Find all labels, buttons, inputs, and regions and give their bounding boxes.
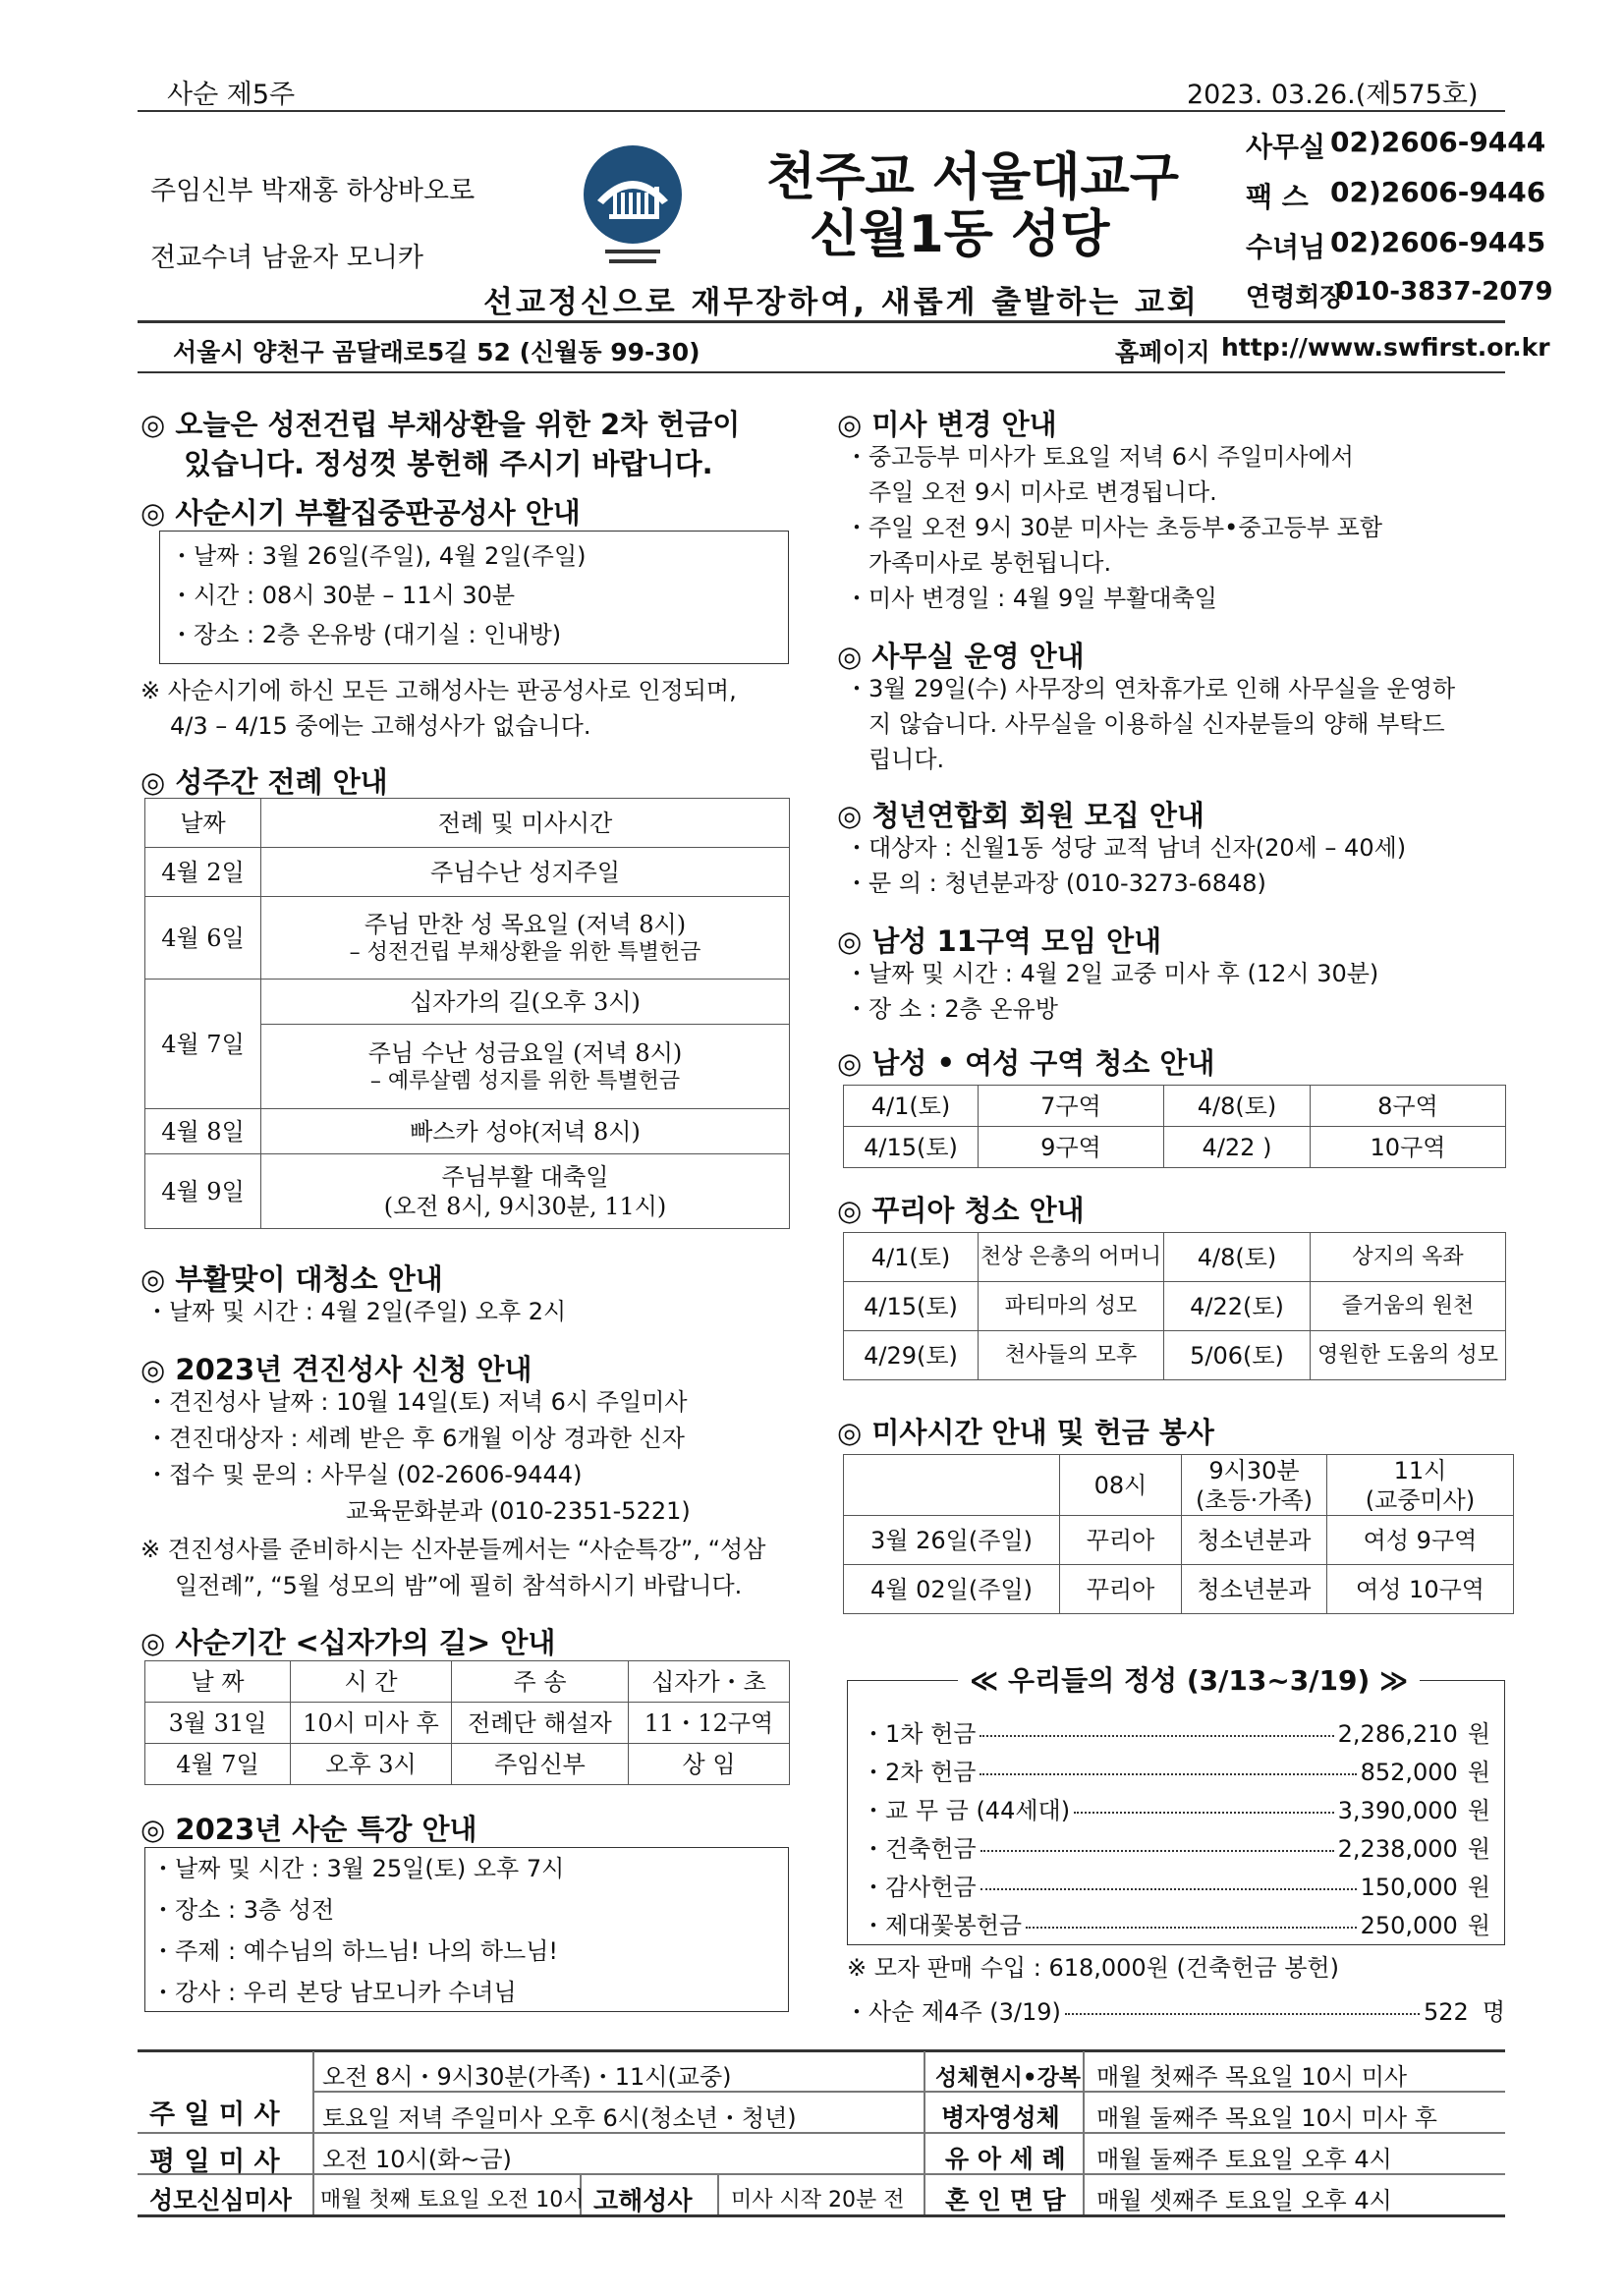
contact-funeral-label: 연령회장 bbox=[1246, 283, 1345, 312]
mass-offering-head-11 bbox=[1327, 1455, 1514, 1516]
week-label: 사순 제5주 bbox=[167, 80, 296, 110]
table-row bbox=[145, 897, 790, 980]
table-row bbox=[145, 980, 790, 1025]
dotted-leader bbox=[1074, 1812, 1334, 1814]
offering-unit: 원 bbox=[1467, 1912, 1490, 1939]
attendance-line bbox=[845, 1992, 1505, 2027]
holyweek-liturgy: 주님수난 성지주일 bbox=[261, 848, 790, 897]
men11-item: ・날짜 및 시간 : 4월 2일 교중 미사 후 (12시 30분) bbox=[845, 960, 1379, 987]
confession-label: 고해성사 bbox=[593, 2187, 693, 2216]
office-item: 립니다. bbox=[868, 746, 945, 773]
curia-clean-cell: 4/1(토) bbox=[844, 1233, 979, 1282]
marriage-interview: 매월 셋째주 토요일 오후 4시 bbox=[1096, 2187, 1392, 2214]
offering-label: ・1차 헌금 bbox=[862, 1720, 977, 1748]
dotted-leader bbox=[980, 1888, 1357, 1890]
offering-amount: 852,000 bbox=[1360, 1759, 1458, 1786]
holyweek-liturgy: 빠스카 성야(저녁 8시) bbox=[261, 1109, 790, 1154]
cleanup-title-text: 부활맞이 대청소 안내 bbox=[175, 1262, 443, 1296]
dotted-leader bbox=[1026, 1927, 1356, 1929]
table-row bbox=[844, 1516, 1514, 1565]
offering-row bbox=[862, 1829, 1490, 1868]
mass-offering-cell: 꾸리아 bbox=[1060, 1565, 1182, 1614]
holyweek-liturgy-line: (오전 8시, 9시30분, 11시) bbox=[383, 1192, 667, 1220]
church-logo-icon bbox=[578, 143, 688, 271]
stations-title-text: 사순기간 <십자가의 길> 안내 bbox=[175, 1626, 556, 1659]
confirmation-title: ◎ 2023년 견진성사 신청 안내 bbox=[140, 1353, 532, 1386]
attendance-row bbox=[845, 1992, 1505, 2026]
offering-label: ・건축헌금 bbox=[862, 1835, 977, 1863]
contact-fax-label: 팩 스 bbox=[1246, 181, 1309, 213]
mass-offering-cell: 3월 26일(주일) bbox=[844, 1516, 1060, 1565]
district-clean-title-text: 남성 • 여성 구역 청소 안내 bbox=[871, 1046, 1215, 1080]
dotted-leader bbox=[980, 1850, 1334, 1852]
curia-clean-cell: 파티마의 성모 bbox=[979, 1282, 1164, 1331]
district-clean-cell: 7구역 bbox=[979, 1086, 1164, 1127]
confession-note-2: 4/3 – 4/15 중에는 고해성사가 없습니다. bbox=[170, 712, 591, 740]
mass-offering-cell: 여성 10구역 bbox=[1327, 1565, 1514, 1614]
men11-title: ◎ 남성 11구역 모임 안내 bbox=[837, 924, 1162, 958]
offering-amount: 2,238,000 bbox=[1337, 1835, 1458, 1863]
confirmation-item: ・견진성사 날짜 : 10월 14일(토) 저녁 6시 주일미사 bbox=[145, 1388, 688, 1416]
mass-offering-cell: 청소년분과 bbox=[1182, 1516, 1327, 1565]
dotted-leader bbox=[980, 1773, 1356, 1775]
stations-head-date: 날 짜 bbox=[145, 1661, 291, 1703]
lecture-title: ◎ 2023년 사순 특강 안내 bbox=[140, 1813, 477, 1846]
confession-note-1: ※ 사순시기에 하신 모든 고해성사는 판공성사로 인정되며, bbox=[140, 677, 737, 704]
mass-offering-head-930-time: 9시30분 bbox=[1208, 1456, 1300, 1484]
church-title-2: 신월1동 성당 bbox=[810, 205, 1110, 264]
offering-amount: 150,000 bbox=[1360, 1874, 1458, 1901]
mass-offering-title-text: 미사시간 안내 및 헌금 봉사 bbox=[871, 1416, 1214, 1449]
sunday-mass-1: 오전 8시・9시30분(가족)・11시(교중) bbox=[322, 2063, 732, 2091]
stations-head-leader: 주 송 bbox=[452, 1661, 629, 1703]
table-row bbox=[145, 848, 790, 897]
sick-communion: 매월 둘째주 목요일 10시 미사 후 bbox=[1096, 2104, 1437, 2132]
stations-cell: 4월 7일 bbox=[145, 1744, 291, 1785]
holyweek-liturgy bbox=[261, 1154, 790, 1229]
curia-clean-title: ◎ 꾸리아 청소 안내 bbox=[837, 1194, 1085, 1227]
confirmation-title-text: 2023년 견진성사 신청 안내 bbox=[175, 1353, 532, 1386]
confession-time: ・시간 : 08시 30분 – 11시 30분 bbox=[170, 582, 516, 609]
table-row bbox=[145, 799, 790, 848]
holyweek-liturgy-note: – 성전건립 부채상환을 위한 특별헌금 bbox=[349, 939, 701, 965]
offering-label: ・제대꽃봉헌금 bbox=[862, 1912, 1023, 1939]
lecture-item: ・강사 : 우리 본당 남모니카 수녀님 bbox=[151, 1979, 517, 2006]
table-row bbox=[844, 1233, 1506, 1282]
intro-text-1: 오늘은 성전건립 부채상환을 위한 2차 헌금이 bbox=[175, 408, 741, 441]
cleanup-item: ・날짜 및 시간 : 4월 2일(주일) 오후 2시 bbox=[145, 1298, 567, 1325]
offering-amount: 3,390,000 bbox=[1337, 1797, 1458, 1824]
mass-change-title-text: 미사 변경 안내 bbox=[871, 408, 1057, 441]
table-row bbox=[145, 1703, 790, 1744]
curia-clean-cell: 영원한 도움의 성모 bbox=[1311, 1331, 1506, 1380]
holyweek-liturgy-line: 주님 만찬 성 목요일 (저녁 8시) bbox=[364, 910, 687, 938]
lecture-item: ・날짜 및 시간 : 3월 25일(토) 오후 7시 bbox=[151, 1855, 565, 1882]
mass-offering-head-930-note: (초등·가족) bbox=[1195, 1485, 1314, 1514]
offering-unit: 원 bbox=[1467, 1797, 1490, 1824]
address: 서울시 양천구 곰달래로5길 52 (신월동 99-30) bbox=[173, 338, 700, 366]
dotted-leader bbox=[1065, 2013, 1420, 2015]
holyweek-liturgy: 십자가의 길(오후 3시) bbox=[261, 980, 790, 1025]
mass-change-item: ・주일 오전 9시 30분 미사는 초등부•중고등부 포함 bbox=[845, 514, 1383, 541]
men11-title-text: 남성 11구역 모임 안내 bbox=[871, 924, 1162, 958]
contact-nun-value: 02)2606-9445 bbox=[1330, 226, 1546, 258]
mass-offering-title: ◎ 미사시간 안내 및 헌금 봉사 bbox=[837, 1416, 1214, 1449]
dotted-leader bbox=[980, 1735, 1333, 1737]
holyweek-date: 4월 8일 bbox=[145, 1109, 261, 1154]
district-clean-cell: 4/15(토) bbox=[844, 1127, 979, 1168]
marian-mass-label: 성모신심미사 bbox=[149, 2186, 292, 2214]
church-title-1: 천주교 서울대교구 bbox=[766, 148, 1179, 207]
nun-name: 전교수녀 남윤자 모니카 bbox=[150, 243, 423, 273]
offering-unit: 원 bbox=[1467, 1835, 1490, 1863]
intro-line-1: ◎ 오늘은 성전건립 부채상환을 위한 2차 헌금이 bbox=[140, 408, 741, 441]
stations-cell: 10시 미사 후 bbox=[291, 1703, 452, 1744]
table-row bbox=[844, 1565, 1514, 1614]
stations-cell: 오후 3시 bbox=[291, 1744, 452, 1785]
mass-offering-table bbox=[843, 1454, 1514, 1614]
mass-change-item: 가족미사로 봉헌됩니다. bbox=[868, 549, 1112, 577]
offering-label: ・감사헌금 bbox=[862, 1874, 977, 1901]
contact-office-label: 사무실 bbox=[1246, 131, 1326, 163]
marian-mass: 매월 첫째 토요일 오전 10시 bbox=[320, 2188, 585, 2212]
table-row bbox=[145, 1109, 790, 1154]
mass-change-item: 주일 오전 9시 미사로 변경됩니다. bbox=[868, 478, 1217, 506]
district-clean-table bbox=[843, 1085, 1506, 1168]
holyweek-title: ◎ 성주간 전례 안내 bbox=[140, 765, 388, 799]
stations-head-time: 시 간 bbox=[291, 1661, 452, 1703]
confirmation-note-1: ※ 견진성사를 준비하시는 신자분들께서는 “사순특강”, “성삼 bbox=[140, 1536, 766, 1563]
offering-row bbox=[862, 1868, 1490, 1906]
offering-row bbox=[862, 1714, 1490, 1753]
attendance-count: 522 bbox=[1424, 1998, 1469, 2026]
offering-label: ・2차 헌금 bbox=[862, 1759, 977, 1786]
office-title-text: 사무실 운영 안내 bbox=[871, 640, 1085, 673]
mass-change-item: ・미사 변경일 : 4월 9일 부활대축일 bbox=[845, 585, 1217, 612]
offering-row bbox=[862, 1906, 1490, 1944]
holyweek-table bbox=[144, 798, 790, 1229]
men11-item: ・장 소 : 2층 온유방 bbox=[845, 995, 1058, 1023]
mass-offering-cell: 청소년분과 bbox=[1182, 1565, 1327, 1614]
curia-clean-cell: 4/8(토) bbox=[1164, 1233, 1311, 1282]
youth-title: ◎ 청년연합회 회원 모집 안내 bbox=[837, 799, 1204, 832]
office-title: ◎ 사무실 운영 안내 bbox=[837, 640, 1085, 673]
offering-amount: 2,286,210 bbox=[1337, 1720, 1458, 1748]
contact-fax-value: 02)2606-9446 bbox=[1330, 176, 1546, 208]
curia-clean-cell: 4/22(토) bbox=[1164, 1282, 1311, 1331]
sunday-mass-label: 주 일 미 사 bbox=[149, 2100, 280, 2130]
mass-offering-head-8: 08시 bbox=[1060, 1455, 1182, 1516]
motto: 선교정신으로 재무장하여, 새롭게 출발하는 교회 bbox=[483, 285, 1200, 320]
stations-cell: 주임신부 bbox=[452, 1744, 629, 1785]
offering-label: ・교 무 금 (44세대) bbox=[862, 1797, 1071, 1824]
curia-clean-title-text: 꾸리아 청소 안내 bbox=[871, 1194, 1085, 1227]
table-row bbox=[844, 1455, 1514, 1516]
curia-clean-cell: 4/29(토) bbox=[844, 1331, 979, 1380]
mass-change-title: ◎ 미사 변경 안내 bbox=[837, 408, 1057, 441]
confirmation-item: 교육문화분과 (010-2351-5221) bbox=[346, 1497, 691, 1525]
district-clean-title: ◎ 남성 • 여성 구역 청소 안내 bbox=[837, 1046, 1215, 1080]
youth-title-text: 청년연합회 회원 모집 안내 bbox=[871, 799, 1204, 832]
issue-date: 2023. 03.26.(제575호) bbox=[1187, 80, 1479, 110]
lecture-title-text: 2023년 사순 특강 안내 bbox=[175, 1813, 477, 1846]
stations-title: ◎ 사순기간 <십자가의 길> 안내 bbox=[140, 1626, 556, 1659]
offering-unit: 원 bbox=[1467, 1720, 1490, 1748]
offering-unit: 원 bbox=[1467, 1874, 1490, 1901]
curia-clean-cell: 천사들의 모후 bbox=[979, 1331, 1164, 1380]
lecture-item: ・주제 : 예수님의 하느님! 나의 하느님! bbox=[151, 1937, 559, 1965]
weekday-mass-label: 평 일 미 사 bbox=[149, 2147, 280, 2177]
pastor-name: 주임신부 박재홍 하상바오로 bbox=[150, 176, 476, 206]
holyweek-liturgy-note: – 예루살렘 성지를 위한 특별헌금 bbox=[369, 1068, 681, 1093]
mass-offering-cell: 꾸리아 bbox=[1060, 1516, 1182, 1565]
confession-date: ・날짜 : 3월 26일(주일), 4월 2일(주일) bbox=[170, 542, 587, 570]
homepage-label: 홈페이지 bbox=[1115, 338, 1210, 366]
mass-change-item: ・중고등부 미사가 토요일 저녁 6시 주일미사에서 bbox=[845, 443, 1354, 471]
contact-funeral-value: 010-3837-2079 bbox=[1336, 277, 1553, 307]
holyweek-date: 4월 7일 bbox=[145, 980, 261, 1109]
mass-offering-cell: 여성 9구역 bbox=[1327, 1516, 1514, 1565]
offering-row bbox=[862, 1791, 1490, 1829]
stations-table bbox=[144, 1660, 790, 1785]
holyweek-liturgy-line: 주님부활 대축일 bbox=[441, 1162, 609, 1191]
intro-line-2: 있습니다. 정성껏 봉헌해 주시기 바랍니다. bbox=[184, 447, 713, 480]
attendance-label: ・사순 제4주 (3/19) bbox=[845, 1998, 1061, 2026]
district-clean-cell: 9구역 bbox=[979, 1127, 1164, 1168]
district-clean-cell: 8구역 bbox=[1311, 1086, 1506, 1127]
offerings-list bbox=[862, 1714, 1490, 1944]
stations-cell: 전례단 해설자 bbox=[452, 1703, 629, 1744]
mass-offering-cell: 4월 02일(주일) bbox=[844, 1565, 1060, 1614]
offerings-title: ≪ 우리들의 정성 (3/13~3/19) ≫ bbox=[958, 1659, 1420, 1699]
contact-nun-label: 수녀님 bbox=[1246, 231, 1326, 263]
holyweek-liturgy bbox=[261, 1025, 790, 1109]
office-item: 지 않습니다. 사무실을 이용하실 신자분들의 양해 부탁드 bbox=[868, 710, 1445, 738]
youth-item: ・대상자 : 신월1동 성당 교적 남녀 신자(20세 – 40세) bbox=[845, 834, 1407, 862]
table-row bbox=[145, 1154, 790, 1229]
homepage-link[interactable]: http://www.swfirst.or.kr bbox=[1221, 333, 1550, 362]
adoration: 매월 첫째주 목요일 10시 미사 bbox=[1096, 2063, 1408, 2091]
adoration-label: 성체현시•강복 bbox=[935, 2065, 1082, 2091]
offerings-box bbox=[847, 1664, 1505, 1945]
holyweek-head-date: 날짜 bbox=[145, 799, 261, 848]
holyweek-date: 4월 2일 bbox=[145, 848, 261, 897]
lecture-item: ・장소 : 3층 성전 bbox=[151, 1896, 335, 1924]
offering-row bbox=[862, 1753, 1490, 1791]
mass-offering-head-11-note: (교중미사) bbox=[1365, 1485, 1476, 1514]
table-row bbox=[844, 1127, 1506, 1168]
district-clean-cell: 4/1(토) bbox=[844, 1086, 979, 1127]
curia-clean-table bbox=[843, 1232, 1506, 1380]
mass-offering-head-930 bbox=[1182, 1455, 1327, 1516]
lecture-box bbox=[144, 1847, 789, 2012]
offering-unit: 원 bbox=[1467, 1759, 1490, 1786]
stations-cell: 3월 31일 bbox=[145, 1703, 291, 1744]
confirmation-item: ・접수 및 문의 : 사무실 (02-2606-9444) bbox=[145, 1461, 583, 1488]
hat-sale-note: ※ 모자 판매 수입 : 618,000원 (건축헌금 봉헌) bbox=[847, 1954, 1339, 1982]
marriage-interview-label: 혼 인 면 담 bbox=[945, 2186, 1066, 2214]
confession-box bbox=[159, 531, 789, 664]
holyweek-liturgy-line: 주님 수난 성금요일 (저녁 8시) bbox=[367, 1038, 683, 1067]
confession-time: 미사 시작 20분 전 bbox=[731, 2188, 905, 2212]
confession-title: ◎ 사순시기 부활집중판공성사 안내 bbox=[140, 496, 581, 530]
confession-title-text: 사순시기 부활집중판공성사 안내 bbox=[175, 496, 581, 530]
youth-item: ・문 의 : 청년분과장 (010-3273-6848) bbox=[845, 869, 1266, 897]
mass-offering-head-blank bbox=[844, 1455, 1060, 1516]
district-clean-cell: 4/22 ) bbox=[1164, 1127, 1311, 1168]
confirmation-note-2: 일전례”, “5월 성모의 밤”에 필히 참석하시기 바랍니다. bbox=[175, 1572, 743, 1599]
table-row bbox=[145, 1661, 790, 1703]
contact-office-value: 02)2606-9444 bbox=[1330, 126, 1546, 158]
stations-cell: 11・12구역 bbox=[629, 1703, 790, 1744]
curia-clean-cell: 천상 은총의 어머니 bbox=[979, 1233, 1164, 1282]
district-clean-cell: 4/8(토) bbox=[1164, 1086, 1311, 1127]
table-row bbox=[145, 1744, 790, 1785]
table-row bbox=[844, 1282, 1506, 1331]
confession-place: ・장소 : 2층 온유방 (대기실 : 인내방) bbox=[170, 621, 562, 648]
table-row bbox=[844, 1086, 1506, 1127]
stations-head-cross: 십자가・초 bbox=[629, 1661, 790, 1703]
stations-cell: 상 임 bbox=[629, 1744, 790, 1785]
holyweek-date: 4월 9일 bbox=[145, 1154, 261, 1229]
mass-offering-head-11-time: 11시 bbox=[1393, 1456, 1447, 1484]
infant-baptism: 매월 둘째주 토요일 오후 4시 bbox=[1096, 2146, 1392, 2173]
attendance-unit: 명 bbox=[1482, 1998, 1505, 2026]
infant-baptism-label: 유 아 세 례 bbox=[945, 2145, 1066, 2173]
table-row bbox=[844, 1331, 1506, 1380]
offering-amount: 250,000 bbox=[1360, 1912, 1458, 1939]
weekday-mass: 오전 10시(화~금) bbox=[322, 2146, 512, 2173]
sunday-mass-2: 토요일 저녁 주일미사 오후 6시(청소년・청년) bbox=[322, 2104, 797, 2132]
curia-clean-cell: 4/15(토) bbox=[844, 1282, 979, 1331]
curia-clean-cell: 즐거움의 원천 bbox=[1311, 1282, 1506, 1331]
cleanup-title: ◎ 부활맞이 대청소 안내 bbox=[140, 1262, 443, 1296]
curia-clean-cell: 5/06(토) bbox=[1164, 1331, 1311, 1380]
confirmation-item: ・견진대상자 : 세례 받은 후 6개월 이상 경과한 신자 bbox=[145, 1425, 685, 1452]
district-clean-cell: 10구역 bbox=[1311, 1127, 1506, 1168]
holyweek-date: 4월 6일 bbox=[145, 897, 261, 980]
sick-communion-label: 병자영성체 bbox=[941, 2103, 1060, 2132]
holyweek-liturgy bbox=[261, 897, 790, 980]
holyweek-title-text: 성주간 전례 안내 bbox=[175, 765, 388, 799]
holyweek-head-liturgy: 전례 및 미사시간 bbox=[261, 799, 790, 848]
curia-clean-cell: 상지의 옥좌 bbox=[1311, 1233, 1506, 1282]
church-logo bbox=[578, 143, 688, 271]
office-item: ・3월 29일(수) 사무장의 연차휴가로 인해 사무실을 운영하 bbox=[845, 675, 1456, 702]
